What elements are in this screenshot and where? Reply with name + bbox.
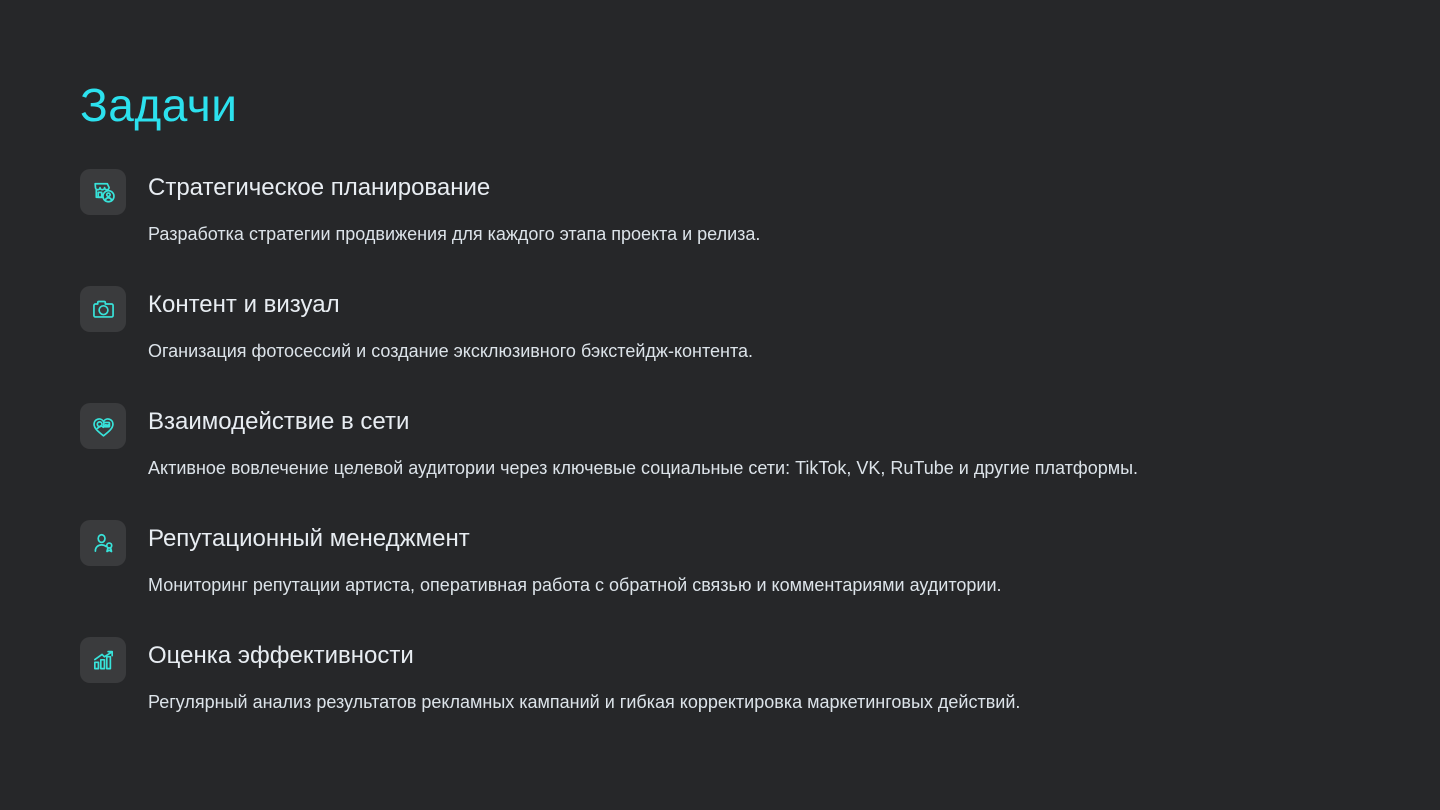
task-item-content-visual <box>80 286 1360 363</box>
storefront-user-icon <box>90 179 117 206</box>
task-text <box>148 520 1002 597</box>
icon-tile <box>80 403 126 449</box>
icon-tile <box>80 637 126 683</box>
task-item-effectiveness-evaluation <box>80 637 1360 714</box>
heart-media-icon <box>90 413 117 440</box>
task-text <box>148 403 1138 480</box>
bar-chart-growth-icon <box>90 647 117 674</box>
task-item-reputation-management <box>80 520 1360 597</box>
task-title: Контент и визуал <box>148 291 340 319</box>
task-text <box>148 169 760 246</box>
task-description: Мониторинг репутации артиста, оперативная работа с обратной связью и комментариями аудитории. <box>148 574 1002 595</box>
task-title: Стратегическое планирование <box>148 174 491 202</box>
task-item-strategic-planning <box>80 169 1360 246</box>
icon-tile <box>80 286 126 332</box>
task-title: Репутационный менеджмент <box>148 525 470 553</box>
task-text <box>148 637 1020 714</box>
icon-tile <box>80 520 126 566</box>
task-item-network-engagement <box>80 403 1360 480</box>
icon-tile <box>80 169 126 215</box>
task-text <box>148 286 753 363</box>
user-award-icon <box>90 530 117 557</box>
task-description: Разработка стратегии продвижения для каждого этапа проекта и релиза. <box>148 223 761 244</box>
page-title: Задачи <box>80 79 238 131</box>
task-title: Оценка эффективности <box>148 642 414 670</box>
task-title: Взаимодействие в сети <box>148 408 410 436</box>
task-description: Оганизация фотосессий и создание эксклюзивного бэкстейдж-контента. <box>148 340 754 361</box>
camera-icon <box>90 296 117 323</box>
task-description: Регулярный анализ результатов рекламных кампаний и гибкая корректировка маркетинговых действий. <box>148 691 1021 712</box>
task-description: Активное вовлечение целевой аудитории через ключевые социальные сети: TikTok, VK, RuTube и другие платформы. <box>148 457 1139 478</box>
